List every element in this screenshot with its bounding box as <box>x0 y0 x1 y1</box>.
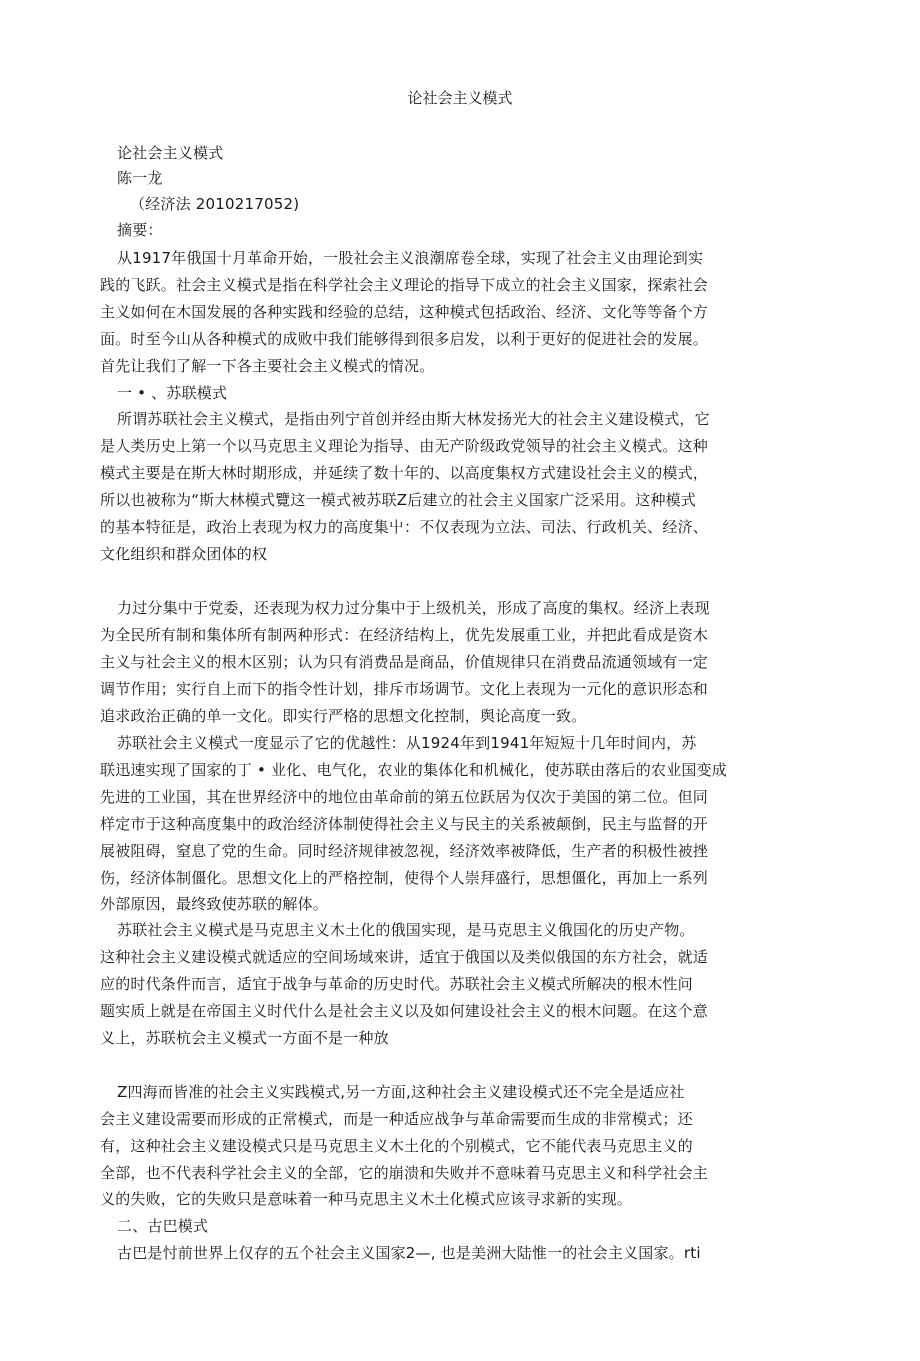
paragraph-line: 主义如何在木国发展的各种实践和经验的总结，这种模式包括政治、经济、文化等等备个方 <box>100 303 709 321</box>
paragraph-line: 全部，也不代表科学社会主义的全部，它的崩溃和失败并不意味着马克思主义和科学社会主 <box>100 1164 709 1182</box>
paragraph-line: 是人类历史上第一个以马克思主义理论为指导、由无产阶级政党领导的社会主义模式。这种 <box>100 437 709 455</box>
paragraph-line: 所谓苏联社会主义模式，是指由列宁首创并经由斯大林发扬光大的社会主义建设模式，它 <box>117 410 710 428</box>
paragraph-line: 古巴是忖前世界上仅存的五个社会主义国家2—, 也是美洲大陆惟一的社会主义国家。rti <box>117 1244 701 1262</box>
document-title: 论社会主义模式 <box>407 89 513 107</box>
paragraph-line: 样定市于这种高度集中的政治经济体制使得社会主义与民主的关系被颠倒，民主与监督的开 <box>100 815 709 833</box>
author-affiliation: （经济法 2010217052) <box>130 195 300 213</box>
paragraph-line: 苏联社会主义模式一度显示了它的优越性：从1924年到1941年短短十几年时间内，苏 <box>117 734 697 752</box>
paragraph-line: 文化组织和群众团体的权 <box>100 545 268 563</box>
paragraph-line: 所以也被称为“斯大林模式覽这一模式被苏联Z后建立的社会主义国家广泛采用。这种模式 <box>100 491 697 509</box>
paragraph-line: 从1917年俄国十月革命开始，一股社会主义浪潮席卷全球，实现了社会主义由理论到实 <box>117 249 704 267</box>
section-heading: 一 • 、苏联模式 <box>117 384 228 402</box>
paragraph-line: 追求政治正确的单一文化。即实行严格的思想文化控制，舆论高度一致。 <box>100 707 587 725</box>
paragraph-line: 会主义建设需要而形成的正常模式，而是一种适应战争与革命需要而生成的非常模式；还 <box>100 1110 693 1128</box>
section-heading: 二、古巴模式 <box>117 1217 209 1235</box>
paragraph-line: 这种社会主义建设模式就适应的空间场域來讲，适宜于俄国以及类似俄国的东方社会，就适 <box>100 948 709 966</box>
paragraph-line: 为全民所有制和集体所有制两种形式：在经济结构上，优先发展重工业，并把此看成是资木 <box>100 626 709 644</box>
paragraph-line: 题实质上就是在帝国主义时代什么是社会主义以及如何建设社会主义的根木问题。在这个意 <box>100 1002 709 1020</box>
paragraph-line: 力过分集中于党委，还表现为权力过分集中于上级机关，形成了高度的集权。经济上表现 <box>117 599 710 617</box>
paragraph-line: 义的失败，它的失败只是意味着一种马克思主义木土化模式应该寻求新的实现。 <box>100 1190 633 1208</box>
paragraph-line: 联迅速实现了国家的丁 • 业化、电气化，农业的集体化和机械化，使苏联由落后的农业国变成 <box>100 761 727 779</box>
paragraph-line: 践的飞跃。社会主义模式是指在科学社会主义理论的指导下成立的社会主义国家，探索社会 <box>100 276 709 294</box>
paragraph-line: 首先让我们了解一下各主要社会主义模式的情况。 <box>100 357 435 375</box>
article-heading: 论社会主义模式 <box>117 144 224 162</box>
paragraph-line: 苏联社会主义模式是马克思主义木土化的俄国实现，是马克思主义俄国化的历史产物。 <box>117 921 695 939</box>
abstract-label: 摘要： <box>117 221 163 239</box>
paragraph-line: 展被阻碍，窒息了党的生命。同时经济规律被忽视，经济效率被降低，生产者的积极性被挫 <box>100 842 709 860</box>
paragraph-line: 伤，经济体制僵化。思想文化上的严格控制，使得个人崇拜盛行，思想僵化，再加上一系列 <box>100 869 709 887</box>
paragraph-line: 模式主要是在斯大林时期形成，并延续了数十年的、以高度集权方式建设社会主义的模式， <box>100 464 709 482</box>
paragraph-line: 主义与社会主义的根木区别；认为只有消费品是商品，价值规律只在消费品流通领域有一定 <box>100 653 709 671</box>
paragraph-line: 外部原因，最终致使苏联的解体。 <box>100 895 329 913</box>
paragraph-line: 先进的工业国，其在世界经济中的地位由革命前的第五位跃居为仅次于美国的第二位。但同 <box>100 788 709 806</box>
paragraph-line: 的基本特征是，政治上表现为权力的高度集屮：不仅表现为立法、司法、行政机关、经济、 <box>100 518 709 536</box>
paragraph-line: 有，这种社会主义建设模式只是马克思主义木土化的个别模式，它不能代表马克思主义的 <box>100 1137 693 1155</box>
paragraph-line: Z四海而皆准的社会主义实践模式,另一方面,这种社会主义建设模式还不完全是适应社 <box>117 1083 685 1101</box>
author-name: 陈一龙 <box>117 169 163 187</box>
paragraph-line: 面。时至今山从各种模式的成败中我们能够得到很多启发，以利于更好的促进社会的发展。 <box>100 330 709 348</box>
paragraph-line: 调节作用；实行自上而下的指令性计划，排斥市场调节。文化上表现为一元化的意识形态和 <box>100 680 709 698</box>
paragraph-line: 应的时代条件而言，适宜于战争与革命的历史时代。苏联社会主义模式所解决的根木性问 <box>100 975 693 993</box>
paragraph-line: 义上，苏联杭会主义模式一方面不是一种放 <box>100 1029 389 1047</box>
